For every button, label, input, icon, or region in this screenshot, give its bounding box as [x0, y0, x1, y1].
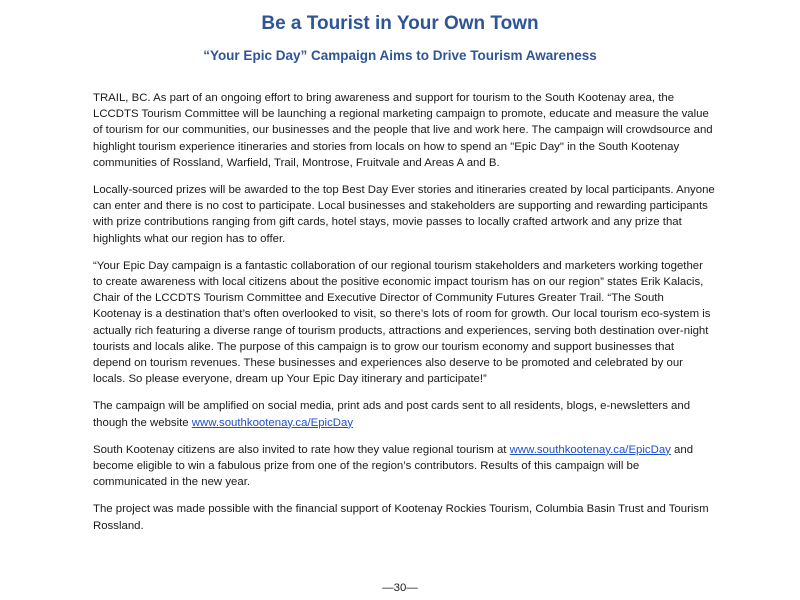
paragraph-funding: The project was made possible with the financial support of Kootenay Rockies Tourism, Columbia Basin Trust and Tourism Rossland.: [93, 503, 709, 532]
paragraph-prizes: Locally-sourced prizes will be awarded to the top Best Day Ever stories and itineraries created by local participants. Anyone can enter and there is no cost to participate. Local businesses and stakeholders are supporting and rewarding participants with prize contributions ranging from gift cards, hotel stays, movie passes to locally crafted artwork and any prize that highlights what our region has to offer.: [93, 184, 715, 245]
document-body: [93, 90, 715, 545]
paragraph-amplification-text: The campaign will be amplified on social media, print ads and post cards sent to all residents, blogs, e-newsletters and though the website: [93, 400, 691, 429]
page-end-marker: —30—: [382, 582, 418, 594]
paragraph-rating-text-end: and become eligible to win a fabulous prize from one of the region’s contributors. Results of this campaign will be communicated in the new year.: [93, 443, 694, 489]
document-subtitle: “Your Epic Day” Campaign Aims to Drive Tourism Awareness: [203, 48, 597, 63]
document-title: Be a Tourist in Your Own Town: [261, 13, 539, 34]
paragraph-rating-text-start: South Kootenay citizens are also invited to rate how they value regional tourism at: [93, 443, 510, 456]
paragraph-rating: [93, 442, 715, 491]
paragraph-amplification: [93, 398, 715, 430]
website-link[interactable]: www.southkootenay.ca/EpicDay: [191, 416, 354, 429]
paragraph-intro: TRAIL, BC. As part of an ongoing effort to bring awareness and support for tourism to the South Kootenay area, the LCCDTS Tourism Committee will be launching a regional marketing campaign to promote, educate and measure the value of tourism for our communities, our businesses and the people that live and work here. The campaign will crowdsource and highlight tourism experience itineraries and stories from locals on how to spend an "Epic Day" in the South Kootenay communities of Rossland, Warfield, Trail, Montrose, Fruitvale and Areas A and B.: [93, 92, 713, 169]
rating-website-link[interactable]: www.southkootenay.ca/EpicDay: [509, 443, 671, 456]
paragraph-quote: “Your Epic Day campaign is a fantastic collaboration of our regional tourism stakeholders and marketers working together to create awareness with local citizens about the positive economic impact tourism has on our region” states Erik Kalacis, Chair of the LCCDTS Tourism Committee and Executive Director of Community Futures Greater Trail. “The South Kootenay is a destination that’s often overlooked to visit, so there’s lots of room for growth. Our local tourism eco-system is actually rich featuring a diverse range of tourism products, attractions and experiences, serving both destination over-night tourists and locals alike. The purpose of this campaign is to grow our tourism economy and support businesses that depend on tourism revenues. These businesses and experiences also deserve to be promoted and celebrated by our locals. So please everyone, dream up Your Epic Day itinerary and participate!”: [93, 259, 711, 386]
